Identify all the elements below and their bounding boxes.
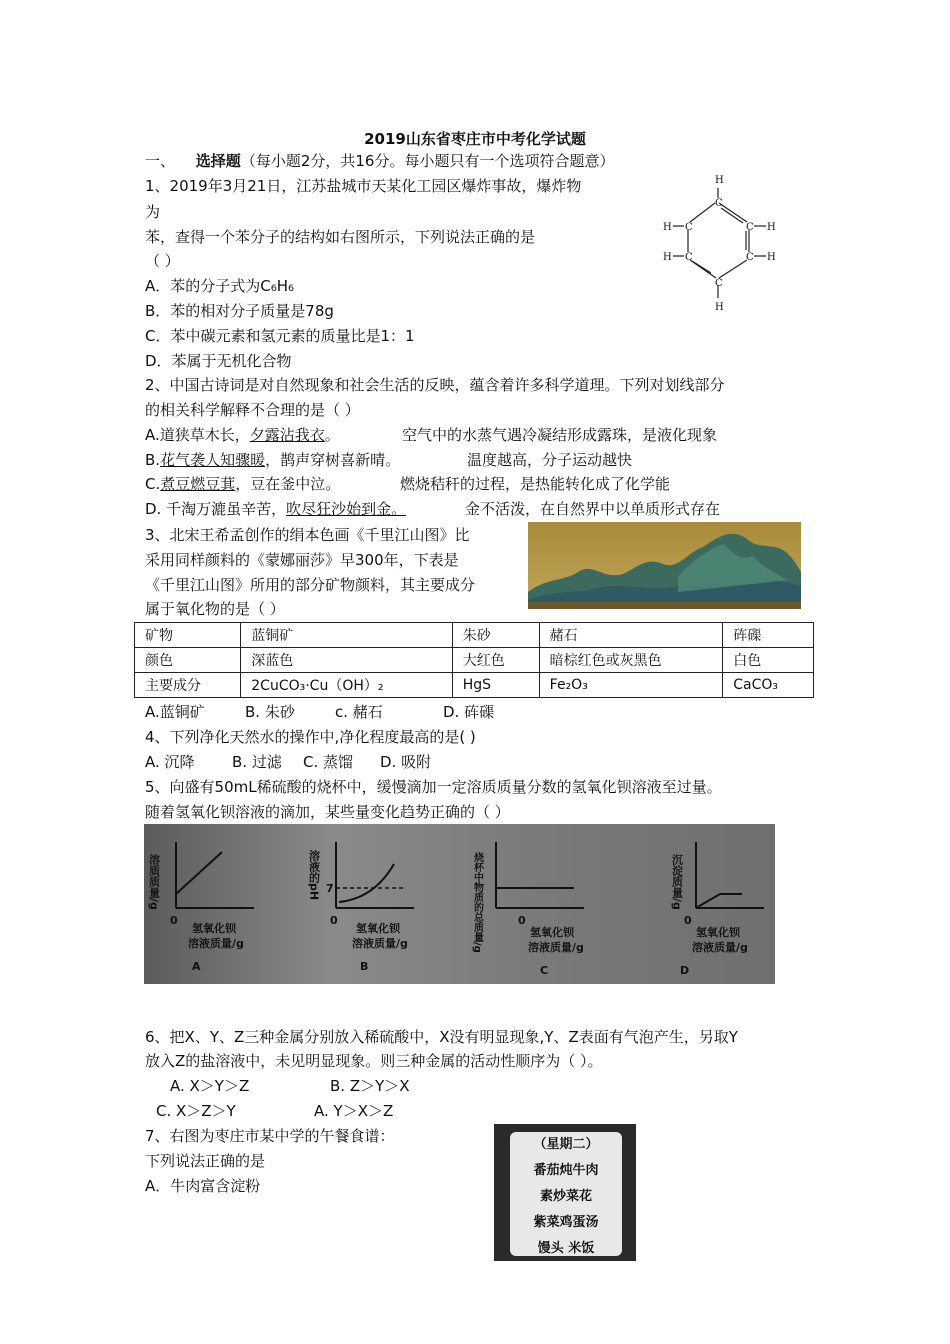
chart-d-xlabel: 氢氧化钡	[696, 926, 740, 939]
q5-graphs-image	[144, 824, 775, 984]
underlined-phrase: 夕露沾我衣	[249, 426, 325, 444]
q6-option-a: A. X＞Y＞Z	[170, 1077, 250, 1095]
chart-b-xlabel: 氢氧化钡	[356, 922, 400, 935]
atom-label: C	[746, 222, 754, 233]
atom-label: C	[715, 278, 723, 289]
chart-a-ylabel: 溶质质量/g	[147, 854, 161, 910]
menu-item: 紫菜鸡蛋汤	[533, 1215, 599, 1230]
q3-option-a: A.蓝铜矿	[145, 703, 205, 721]
chart-b-ylabel: 溶液的pH	[307, 850, 321, 901]
page-title: 2019山东省枣庄市中考化学试题	[364, 130, 586, 148]
q6-line2: 放入Z的盐溶液中，未见明显现象。则三种金属的活动性顺序为（ ）。	[145, 1052, 603, 1070]
q4-option-b: B. 过滤	[232, 753, 282, 771]
q1-line1: 1、2019年3月21日，江苏盐城市天某化工园区爆炸事故，爆炸物	[145, 177, 582, 195]
chart-origin: 0	[170, 914, 178, 927]
section-name: 选择题	[195, 152, 241, 170]
q3-option-b: B. 朱砂	[245, 703, 295, 721]
q2-explanation-d: 金不活泼，在自然界中以单质形式存在	[465, 500, 721, 518]
q2-option-a: A.道狭草木长，夕露沾我衣。	[145, 426, 340, 444]
q6-option-b: B. Z＞Y＞X	[330, 1077, 410, 1095]
lunch-menu-image	[494, 1124, 636, 1261]
menu-item: 馒头 米饭	[537, 1241, 595, 1256]
underlined-phrase: 吹尽狂沙始到金。	[286, 500, 407, 518]
q3-line1: 3、北宋王希孟创作的绢本色画《千里江山图》比	[145, 526, 470, 544]
section-number: 一、	[145, 152, 176, 170]
q1-line4: （ ）	[145, 252, 180, 270]
table-row: 颜色 深蓝色 大红色 暗棕红色或灰黑色 白色	[135, 648, 814, 673]
atom-label: H	[715, 175, 724, 186]
atom-label: C	[685, 222, 693, 233]
section-heading	[145, 151, 614, 171]
q5-line1: 5、向盛有50mL稀硫酸的烧杯中，缓慢滴加一定溶质质量分数的氢氧化钡溶液至过量。	[145, 778, 722, 796]
atom-label: C	[715, 198, 723, 209]
atom-label: H	[663, 252, 672, 263]
chart-d-label: D	[680, 964, 690, 977]
q2-explanation-b: 温度越高，分子运动越快	[467, 451, 633, 469]
chart-b-label: B	[360, 960, 369, 973]
lunch-menu-card	[510, 1132, 622, 1256]
table-row: 主要成分 2CuCO₃·Cu（OH）₂ HgS Fe₂O₃ CaCO₃	[135, 673, 814, 698]
q5-line2: 随着氢氧化钡溶液的滴加，某些量变化趋势正确的（ ）	[145, 803, 510, 821]
q1-option-a: A．苯的分子式为C₆H₆	[145, 277, 295, 295]
benzene-structure-diagram	[660, 170, 780, 320]
q2-option-c: C.煮豆燃豆萁，豆在釜中泣。	[145, 475, 341, 493]
table-row: 矿物 蓝铜矿 朱砂 赭石 砗磲	[135, 623, 814, 648]
menu-item: 番茄炖牛肉	[533, 1163, 599, 1178]
atom-label: C	[746, 252, 754, 263]
q1-option-b: B．苯的相对分子质量是78g	[145, 302, 334, 320]
chart-b-xlabel: 溶液质量/g	[352, 937, 408, 950]
mineral-pigment-table	[134, 622, 814, 698]
section-rule: （每小题2分，共16分。每小题只有一个选项符合题意）	[240, 152, 615, 170]
atom-label: C	[685, 252, 693, 263]
q1-line3: 苯，查得一个苯分子的结构如右图所示，下列说法正确的是	[145, 228, 536, 246]
chart-d-ylabel: 沉淀质量/g	[670, 854, 684, 910]
chart-c-label: C	[540, 964, 549, 977]
q1-option-d: D．苯属于无机化合物	[145, 352, 292, 370]
q6-option-c: C. X＞Z＞Y	[156, 1102, 236, 1120]
q4-line1: 4、下列净化天然水的操作中,净化程度最高的是( )	[145, 728, 476, 746]
q2-explanation-a: 空气中的水蒸气遇冷凝结形成露珠，是液化现象	[402, 426, 718, 444]
q3-line3: 《千里江山图》所用的部分矿物颜料，其主要成分	[145, 576, 476, 594]
q7-option-a: A．牛肉富含淀粉	[145, 1177, 261, 1195]
q2-option-d: D. 千淘万漉虽辛苦，吹尽狂沙始到金。	[145, 500, 407, 518]
chart-origin: 0	[684, 914, 692, 927]
q1-line2: 为	[145, 203, 161, 221]
q4-option-a: A. 沉降	[145, 753, 195, 771]
atom-label: H	[663, 222, 672, 233]
menu-item: 素炒菜花	[539, 1189, 592, 1204]
q2-explanation-c: 燃烧秸秆的过程，是热能转化成了化学能	[400, 475, 671, 493]
q1-option-c: C．苯中碳元素和氢元素的质量比是1：1	[145, 327, 415, 345]
atom-label: H	[767, 222, 776, 233]
chart-origin: 0	[518, 914, 526, 927]
q3-line2: 采用同样颜料的《蒙娜丽莎》早300年，下表是	[145, 551, 459, 569]
chart-b-ytick: 7	[326, 882, 334, 895]
q4-option-c: C. 蒸馏	[303, 753, 354, 771]
q7-line2: 下列说法正确的是	[145, 1152, 266, 1170]
q3-option-c: c. 赭石	[335, 703, 383, 721]
chart-c-xlabel: 溶液质量/g	[528, 941, 584, 954]
chart-c-ylabel: 烧杯中物质的总质量/g	[471, 852, 483, 953]
q7-line1: 7、右图为枣庄市某中学的午餐食谱：	[145, 1127, 395, 1145]
chart-c-xlabel: 氢氧化钡	[530, 926, 574, 939]
q6-option-d: A. Y＞X＞Z	[314, 1102, 394, 1120]
menu-day: （星期二）	[533, 1137, 599, 1152]
q3-line4: 属于氧化物的是（ ）	[145, 600, 285, 618]
q6-line1: 6、把X、Y、Z三种金属分别放入稀硫酸中，X没有明显现象,Y、Z表面有气泡产生，另取Y	[145, 1028, 738, 1046]
chart-a-label: A	[192, 960, 201, 973]
q4-option-d: D. 吸附	[380, 753, 432, 771]
underlined-phrase: 花气袭人知骤暖	[160, 451, 266, 469]
q2-option-b: B.花气袭人知骤暖，鹊声穿树喜新晴。	[145, 451, 401, 469]
atom-label: H	[715, 302, 724, 313]
chart-a-xlabel: 氢氧化钡	[192, 922, 236, 935]
atom-label: H	[767, 252, 776, 263]
landscape-painting-image	[528, 522, 801, 609]
chart-origin: 0	[330, 914, 338, 927]
q3-option-d: D. 砗磲	[443, 703, 495, 721]
q2-line1: 2、中国古诗词是对自然现象和社会生活的反映，蕴含着许多科学道理。下列对划线部分	[145, 376, 725, 394]
chart-d-xlabel: 溶液质量/g	[692, 941, 748, 954]
underlined-phrase: 煮豆燃豆萁	[160, 475, 236, 493]
chart-a-xlabel: 溶液质量/g	[188, 937, 244, 950]
q2-line2: 的相关科学解释不合理的是（ ）	[145, 401, 360, 419]
